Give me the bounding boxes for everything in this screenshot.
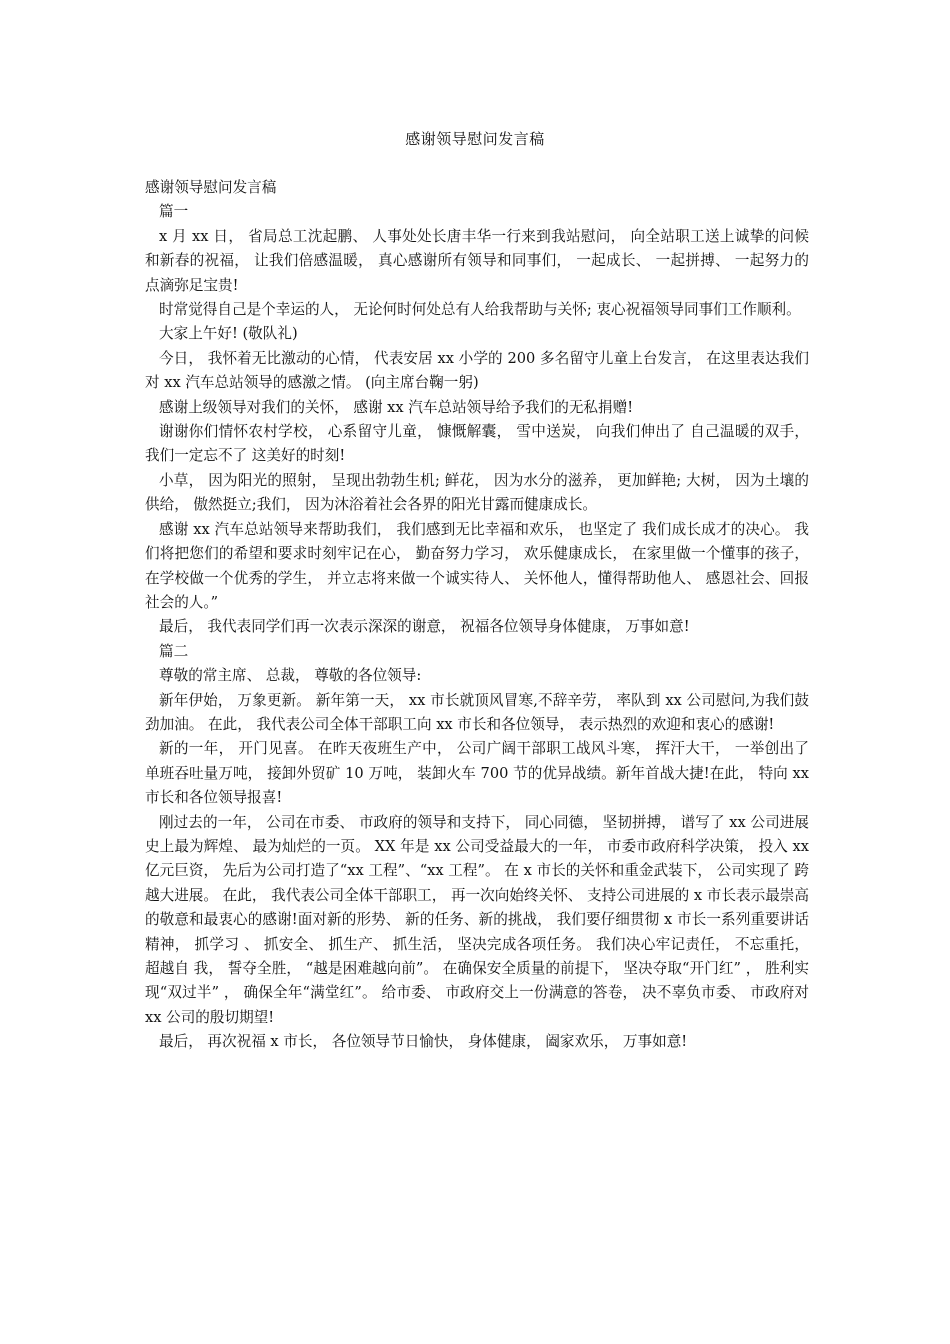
paragraph: 刚过去的一年， 公司在市委、 市政府的领导和支持下， 同心同德， 坚韧拼搏， 谱写了 xx 公司进展史上最为辉煌、 最为灿烂的一页。 XX 年是 xx 公司受益最大的一年， 市委市政府科学决策， 投入 xx 亿元巨资， 先后为公司打造了“xx 工程”、“xx 工程”。 在 x 市长的关怀和重金武装下， 公司实现了 跨越大进展。 在此， 我代表公司全体干部职工， 再一次向始终关怀、 支持公司进展的 x 市长表示最崇高的敬意和最衷心的感谢!面对新的形势、 新的任务、新的挑战， 我们要仔细贯彻 x 市长一系列重要讲话精神， 抓学习 、 抓安全、 抓生产、 抓生活， 坚决完成各项任务。 我们决心牢记责任， 不忘重托， 超越自 我， 誓夺全胜， “越是困难越向前”。 在确保安全质量的前提下， 坚决夺取“开门红” ， 胜利实现“双过半” ， 确保全年“满堂红”。 给市委、 市政府交上一份满意的答卷， 决不辜负市委、 市政府对 xx 公司的殷切期望! [145, 813, 809, 1026]
paragraph: 感谢 xx 汽车总站领导来帮助我们， 我们感到无比幸福和欢乐， 也坚定了 我们成长成才的决心。 我们将把您们的希望和要求时刻牢记在心， 勤奋努力学习， 欢乐健康成长， 在家里做一个懂事的孩子， 在学校做一个优秀的学生， 并立志将来做一个诚实待人、 关怀他人，懂得帮助他人、 感恩社会、回报社会的人。” [145, 520, 809, 611]
document-subtitle: 感谢领导慰问发言稿 [145, 179, 277, 196]
paragraph: 大家上午好! (敬队礼) [159, 325, 298, 343]
paragraph: 今日， 我怀着无比激动的心情， 代表安居 xx 小学的 200 多名留守儿童上台发言， 在这里表达我们对 xx 汽车总站领导的感激之情。 (向主席台鞠一躬) [145, 349, 809, 392]
paragraph: 尊敬的常主席、 总裁， 尊敬的各位领导: [159, 667, 422, 685]
document-body [145, 176, 809, 1055]
document-title: 感谢领导慰问发言稿 [405, 130, 545, 148]
paragraph: 小草， 因为阳光的照射， 呈现出勃勃生机; 鲜花， 因为水分的滋养， 更加鲜艳; 大树， 因为土壤的供给， 傲然挺立;我们， 因为沐浴着社会各界的阳光甘露而健康成长。 [145, 471, 809, 514]
paragraph: x 月 xx 日， 省局总工沈起鹏、 人事处处长唐丰华一行来到我站慰问， 向全站职工送上诚挚的问候和新春的祝福， 让我们倍感温暖， 真心感谢所有领导和同事们， 一起成长、 一起拼搏、 一起努力的点滴弥足宝贵! [145, 227, 809, 294]
paragraph: 新的一年， 开门见喜。 在昨天夜班生产中， 公司广阔干部职工战风斗寒， 挥汗大干， 一举创出了 单班吞吐量万吨， 接卸外贸矿 10 万吨， 装卸火车 700 节的优异战绩。新年首战大捷!在此， 特向 xx 市长和各位领导报喜! [145, 740, 809, 807]
paragraph: 时常觉得自己是个幸运的人， 无论何时何处总有人给我帮助与关怀; 衷心祝福领导同事们工作顺利。 [159, 301, 801, 319]
paragraph: 感谢上级领导对我们的关怀， 感谢 xx 汽车总站领导给予我们的无私捐赠! [159, 398, 634, 416]
paragraph: 谢谢你们情怀农村学校， 心系留守儿童， 慷慨解囊， 雪中送炭， 向我们伸出了 自己温暖的双手， 我们一定忘不了 这美好的时刻! [145, 423, 809, 465]
paragraph: 最后， 我代表同学们再一次表示深深的谢意， 祝福各位领导身体健康， 万事如意! [159, 618, 690, 636]
section-heading-2: 篇二 [159, 642, 189, 660]
section-heading-1: 篇一 [159, 203, 189, 221]
paragraph: 新年伊始， 万象更新。 新年第一天， xx 市长就顶风冒寒,不辞辛劳， 率队到 xx 公司慰问,为我们鼓劲加油。 在此， 我代表公司全体干部职工向 xx 市长和各位领导， 表示热烈的欢迎和衷心的感谢! [145, 691, 809, 733]
paragraph: 最后， 再次祝福 x 市长， 各位领导节日愉快， 身体健康， 阖家欢乐， 万事如意! [159, 1033, 688, 1051]
